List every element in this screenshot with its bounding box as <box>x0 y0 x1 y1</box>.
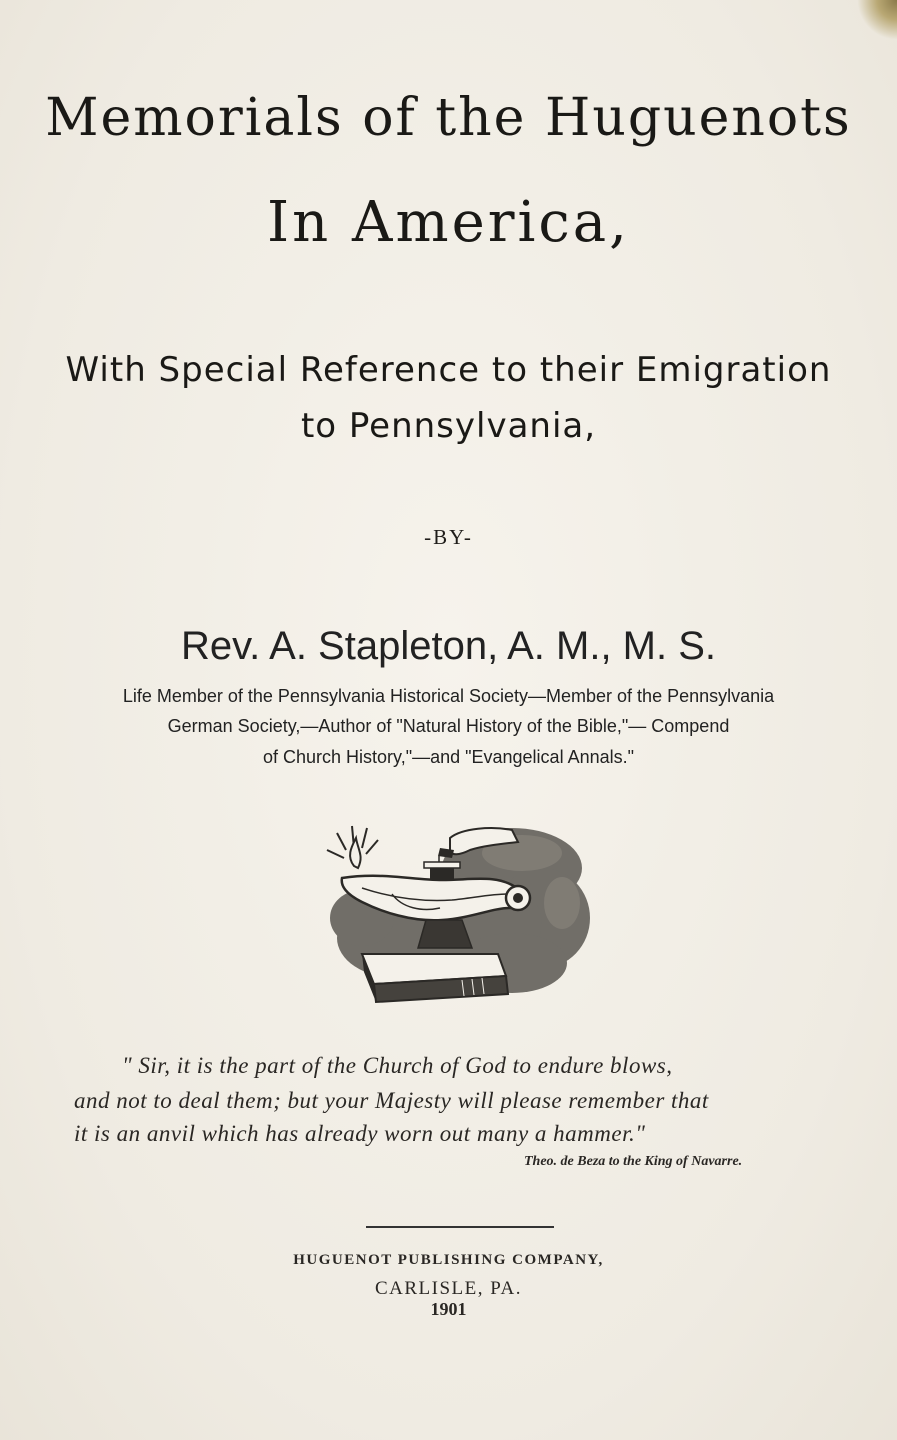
oil-lamp-on-book-icon <box>322 808 592 1008</box>
subtitle-line-1: With Special Reference to their Emigration <box>65 350 832 390</box>
author-credentials-line-2: German Society,—Author of "Natural History of the Bible,"— Compend <box>167 716 730 736</box>
quote-attribution: Theo. de Beza to the King of Navarre. <box>524 1154 743 1169</box>
publisher-city: CARLISLE, PA. <box>374 1278 523 1299</box>
book-title-line-2: In America, <box>267 190 630 255</box>
author-name: Rev. A. Stapleton, A. M., M. S. <box>180 624 717 668</box>
quote-line-1: " Sir, it is the part of the Church of God to endure blows, <box>122 1053 673 1078</box>
author-credentials-line-3: of Church History,"—and "Evangelical Annals." <box>262 747 634 767</box>
paper-stain <box>857 0 897 40</box>
publication-year: 1901 <box>430 1299 467 1319</box>
divider-rule <box>366 1226 554 1228</box>
publisher-name: HUGUENOT PUBLISHING COMPANY, <box>293 1252 604 1268</box>
quote-line-3: it is an anvil which has already worn out many a hammer." <box>74 1121 646 1146</box>
quote-line-2: and not to deal them; but your Majesty will please remember that <box>74 1088 709 1113</box>
by-label: -BY- <box>424 525 473 549</box>
author-credentials-line-1: Life Member of the Pennsylvania Historical Society—Member of the Pennsylvania <box>122 686 775 706</box>
book-title-line-1: Memorials of the Huguenots <box>45 88 852 148</box>
subtitle-line-2: to Pennsylvania, <box>300 406 597 446</box>
